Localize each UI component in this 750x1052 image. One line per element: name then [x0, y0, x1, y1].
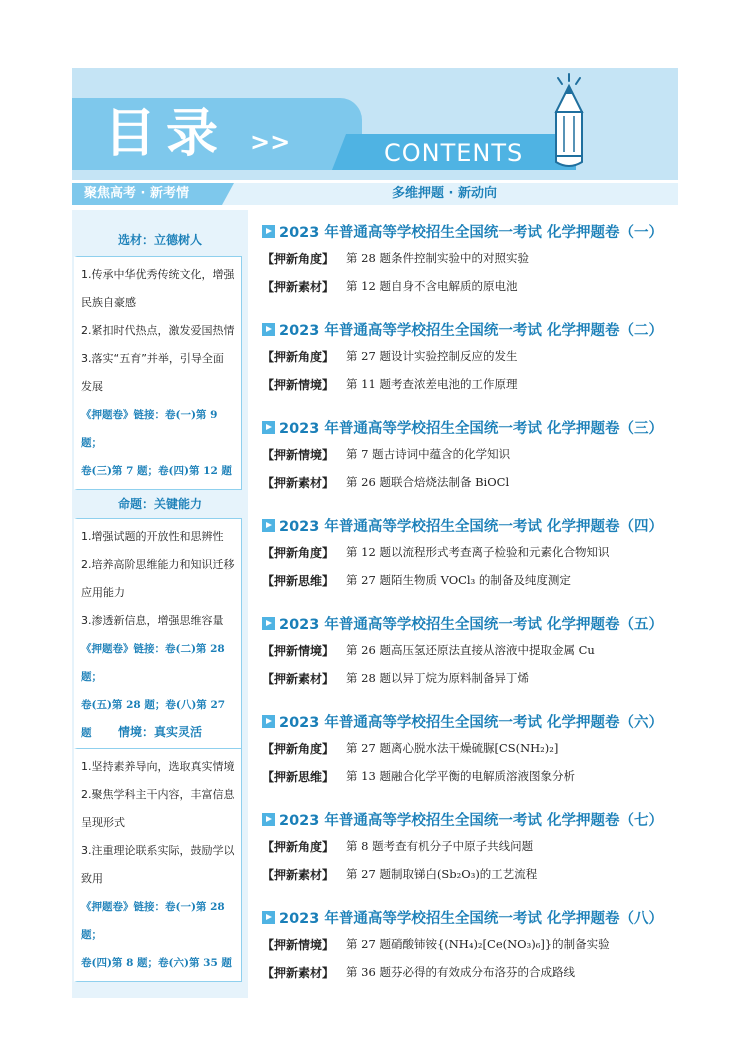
section-title: 命题：关键能力	[117, 497, 202, 511]
paper-entry	[262, 610, 682, 692]
row-tag: 【押新素材】	[262, 279, 335, 294]
section-item: 致用	[81, 872, 103, 885]
row-desc: 第 11 题考查浓差电池的工作原理	[346, 377, 518, 391]
section-item: 1.坚持素养导向，选取真实情境	[81, 760, 235, 773]
section-link[interactable]: 卷(五)第 28 题；卷(八)第 27 题	[81, 699, 226, 739]
row-desc: 第 7 题古诗词中蕴含的化学知识	[346, 447, 511, 461]
section-link[interactable]: 卷(三)第 7 题；卷(四)第 12 题	[81, 465, 232, 477]
play-icon	[262, 225, 275, 238]
section-box	[74, 748, 242, 982]
paper-row	[262, 370, 682, 398]
paper-title[interactable]: 2023 年普通高等学校招生全国统一考试 化学押题卷（一）	[262, 218, 682, 244]
row-tag: 【押新思维】	[262, 573, 335, 588]
contents-label: CONTENTS	[384, 139, 524, 167]
row-tag: 【押新思维】	[262, 769, 335, 784]
section-link[interactable]: 《押题卷》链接：卷(二)第 28 题；	[81, 643, 225, 683]
section-item: 1.传承中华优秀传统文化，增强	[81, 268, 235, 281]
row-tag: 【押新角度】	[262, 251, 335, 266]
row-desc: 第 28 题以异丁烷为原料制备异丁烯	[346, 671, 529, 685]
row-tag: 【押新情境】	[262, 447, 335, 462]
pencil-icon	[546, 72, 592, 172]
paper-title[interactable]: 2023 年普通高等学校招生全国统一考试 化学押题卷（八）	[262, 904, 682, 930]
row-desc: 第 27 题制取锑白(Sb₂O₃)的工艺流程	[346, 867, 538, 881]
row-tag: 【押新素材】	[262, 671, 335, 686]
paper-title[interactable]: 2023 年普通高等学校招生全国统一考试 化学押题卷（六）	[262, 708, 682, 734]
paper-entry	[262, 218, 682, 300]
paper-title[interactable]: 2023 年普通高等学校招生全国统一考试 化学押题卷（七）	[262, 806, 682, 832]
section-title: 情境：真实灵活	[117, 725, 202, 739]
section-box	[74, 256, 242, 490]
paper-title[interactable]: 2023 年普通高等学校招生全国统一考试 化学押题卷（五）	[262, 610, 682, 636]
section-item: 1.增强试题的开放性和思辨性	[81, 530, 224, 543]
paper-row	[262, 762, 682, 790]
row-tag: 【押新角度】	[262, 839, 335, 854]
play-icon	[262, 421, 275, 434]
paper-row	[262, 468, 682, 496]
section-link[interactable]: 《押题卷》链接：卷(一)第 28 题；	[81, 901, 225, 941]
row-desc: 第 26 题高压氢还原法直接从溶液中提取金属 Cu	[346, 643, 595, 657]
paper-entry	[262, 806, 682, 888]
paper-row	[262, 342, 682, 370]
row-desc: 第 36 题芬必得的有效成分布洛芬的合成路线	[346, 965, 575, 979]
row-desc: 第 27 题设计实验控制反应的发生	[346, 349, 518, 363]
row-desc: 第 27 题硝酸铈铵{(NH₄)₂[Ce(NO₃)₆]}的制备实验	[346, 937, 610, 951]
paper-row	[262, 244, 682, 272]
paper-row	[262, 664, 682, 692]
paper-title[interactable]: 2023 年普通高等学校招生全国统一考试 化学押题卷（二）	[262, 316, 682, 342]
section-item: 3.落实“五育”并举，引导全面	[81, 352, 224, 365]
section-link[interactable]: 《押题卷》链接：卷(一)第 9 题；	[81, 409, 218, 449]
paper-entry	[262, 316, 682, 398]
paper-row	[262, 538, 682, 566]
play-icon	[262, 323, 275, 336]
row-tag: 【押新素材】	[262, 475, 335, 490]
play-icon	[262, 715, 275, 728]
row-tag: 【押新情境】	[262, 937, 335, 952]
row-tag: 【押新素材】	[262, 965, 335, 980]
paper-entry	[262, 904, 682, 986]
section-item: 民族自豪感	[81, 296, 136, 309]
paper-entry	[262, 512, 682, 594]
section-item: 呈现形式	[81, 816, 125, 829]
row-tag: 【押新情境】	[262, 377, 335, 392]
paper-row	[262, 440, 682, 468]
section-item: 3.注重理论联系实际，鼓励学以	[81, 844, 235, 857]
double-chevron-icon: >>	[250, 128, 291, 156]
section-link[interactable]: 卷(四)第 8 题；卷(六)第 35 题	[81, 957, 232, 969]
play-icon	[262, 519, 275, 532]
paper-title[interactable]: 2023 年普通高等学校招生全国统一考试 化学押题卷（四）	[262, 512, 682, 538]
row-desc: 第 12 题自身不含电解质的原电池	[346, 279, 518, 293]
section-item: 2.培养高阶思维能力和知识迁移	[81, 558, 235, 571]
play-icon	[262, 813, 275, 826]
paper-row	[262, 958, 682, 986]
row-tag: 【押新情境】	[262, 643, 335, 658]
paper-row	[262, 930, 682, 958]
page-title: 目录	[104, 104, 229, 164]
row-tag: 【押新角度】	[262, 349, 335, 364]
paper-row	[262, 272, 682, 300]
section-title: 选材：立德树人	[117, 233, 202, 247]
row-desc: 第 27 题陌生物质 VOCl₃ 的制备及纯度测定	[346, 573, 571, 587]
row-tag: 【押新角度】	[262, 545, 335, 560]
paper-entry	[262, 414, 682, 496]
section-item: 3.渗透新信息，增强思维容量	[81, 614, 224, 627]
row-desc: 第 13 题融合化学平衡的电解质溶液图象分析	[346, 769, 575, 783]
paper-row	[262, 832, 682, 860]
play-icon	[262, 617, 275, 630]
row-desc: 第 28 题条件控制实验中的对照实验	[346, 251, 529, 265]
row-desc: 第 26 题联合焙烧法制备 BiOCl	[346, 475, 510, 489]
paper-row	[262, 566, 682, 594]
row-desc: 第 8 题考查有机分子中原子共线问题	[346, 839, 534, 853]
row-tag: 【押新素材】	[262, 867, 335, 882]
play-icon	[262, 911, 275, 924]
paper-entry	[262, 708, 682, 790]
section-item: 2.聚焦学科主干内容，丰富信息	[81, 788, 235, 801]
subheader-right-label: 多维押题 · 新动向	[392, 186, 497, 201]
paper-row	[262, 860, 682, 888]
paper-title[interactable]: 2023 年普通高等学校招生全国统一考试 化学押题卷（三）	[262, 414, 682, 440]
section-item: 应用能力	[81, 586, 125, 599]
paper-row	[262, 734, 682, 762]
paper-row	[262, 636, 682, 664]
subheader-left-label: 聚焦高考 · 新考情	[84, 186, 189, 201]
section-box	[74, 518, 242, 752]
row-desc: 第 12 题以流程形式考查离子检验和元素化合物知识	[346, 545, 610, 559]
row-desc: 第 27 题离心脱水法干燥硫脲[CS(NH₂)₂]	[346, 741, 559, 755]
section-item: 2.紧扣时代热点，激发爱国热情	[81, 324, 235, 337]
row-tag: 【押新角度】	[262, 741, 335, 756]
section-item: 发展	[81, 380, 103, 393]
